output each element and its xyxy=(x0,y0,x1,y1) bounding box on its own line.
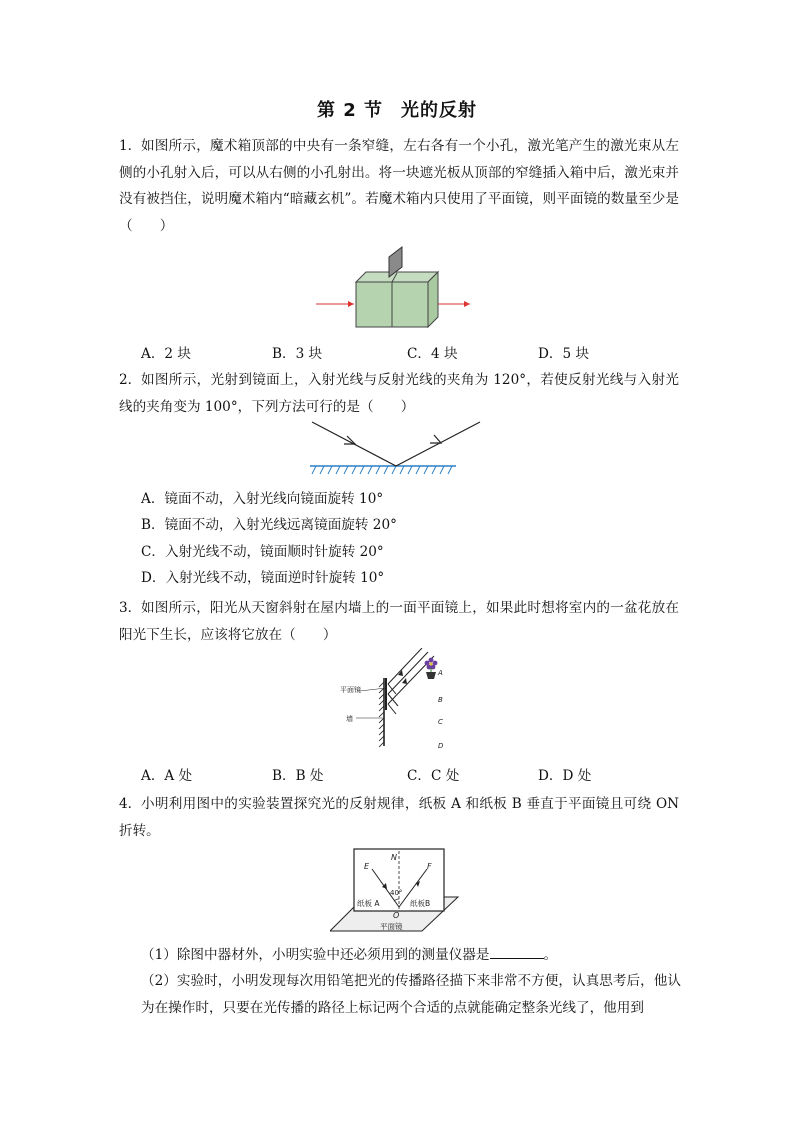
page-title xyxy=(0,96,794,122)
q4-sub-1 xyxy=(141,942,681,969)
question-number: 2． xyxy=(119,372,142,388)
option-b[interactable]: B．B 处 xyxy=(272,768,324,784)
option-a[interactable]: A．2 块 xyxy=(141,346,191,362)
answer-blank[interactable] xyxy=(490,944,544,959)
label-f: F xyxy=(427,862,432,871)
option-d[interactable]: D．5 块 xyxy=(538,346,590,362)
wall-label: 墙 xyxy=(346,715,353,723)
point-c-label: C xyxy=(438,718,443,726)
sub-2-text: （2）实验时，小明发现每次用铅笔把光的传播路径描下来非常不方便，认真思考后，他认为在操作时，只要在光传播的路径上标记两个合适的点就能确定整条光线了，他用到 xyxy=(141,973,681,1016)
question-4 xyxy=(119,791,679,844)
option-d[interactable]: D．D 处 xyxy=(538,768,592,784)
point-a-label: A xyxy=(438,669,443,677)
angle-label: 40° xyxy=(390,889,403,897)
label-n: N xyxy=(391,853,397,862)
mirror-label: 平面镜 xyxy=(340,686,361,694)
question-1 xyxy=(119,133,679,239)
question-text: 小明利用图中的实验装置探究光的反射规律，纸板 A 和纸板 B 垂直于平面镜且可绕 ON 折转。 xyxy=(119,796,679,839)
question-number: 4． xyxy=(119,796,142,812)
option-c[interactable]: C．4 块 xyxy=(407,346,458,362)
question-2 xyxy=(119,367,679,420)
board-b-label: 纸板B xyxy=(410,899,431,908)
board-a-label: 纸板 A xyxy=(357,899,380,908)
q2-option-d[interactable]: D．入射光线不动，镜面逆时针旋转 10° xyxy=(141,570,385,586)
mirror-label: 平面镜 xyxy=(380,922,403,931)
section-number: 第 2 节 xyxy=(316,100,384,121)
label-e: E xyxy=(364,862,370,871)
sub-1-text: （1）除图中器材外，小明实验中还必须用到的测量仪器是 xyxy=(141,947,490,963)
question-number: 1． xyxy=(119,138,142,154)
option-a[interactable]: A．A 处 xyxy=(141,768,193,784)
reflection-figure xyxy=(310,418,490,480)
flower-icon xyxy=(425,658,438,679)
q2-option-b[interactable]: B．镜面不动，入射光线远离镜面旋转 20° xyxy=(141,517,397,533)
question-number: 3． xyxy=(119,600,142,616)
reflection-apparatus-figure xyxy=(330,845,464,937)
q2-option-c[interactable]: C．入射光线不动，镜面顺时针旋转 20° xyxy=(141,544,384,560)
point-d-label: D xyxy=(438,742,444,750)
question-3 xyxy=(119,595,679,648)
q1-options xyxy=(141,342,701,368)
sub-1-end: 。 xyxy=(543,947,558,963)
option-c[interactable]: C．C 处 xyxy=(407,768,460,784)
magic-box-figure xyxy=(310,245,480,335)
question-text: 如图所示，阳光从天窗斜射在屋内墙上的一面平面镜上，如果此时想将室内的一盆花放在阳光下生长，应该将它放在（ ） xyxy=(119,600,679,643)
question-text: 如图所示，魔术箱顶部的中央有一条窄缝，左右各有一个小孔，激光笔产生的激光束从左侧的小孔射入后，可以从右侧的小孔射出。将一块遮光板从顶部的窄缝插入箱中后，激光束并没有被挡住，说明魔术箱内“暗藏玄机”。若魔术箱内只使用了平面镜，则平面镜的数量至少是（ ） xyxy=(119,138,679,234)
section-topic: 光的反射 xyxy=(401,100,478,121)
point-b-label: B xyxy=(438,696,443,704)
q4-sub-2 xyxy=(141,968,681,1021)
question-text: 如图所示，光射到镜面上，入射光线与反射光线的夹角为 120°，若使反射光线与入射光线的夹角变为 100°，下列方法可行的是（ ） xyxy=(119,372,679,415)
skylight-mirror-figure xyxy=(340,648,460,758)
option-b[interactable]: B．3 块 xyxy=(272,346,323,362)
q2-option-a[interactable]: A．镜面不动，入射光线向镜面旋转 10° xyxy=(141,491,384,507)
label-o: O xyxy=(393,911,400,920)
q3-options xyxy=(141,764,701,790)
